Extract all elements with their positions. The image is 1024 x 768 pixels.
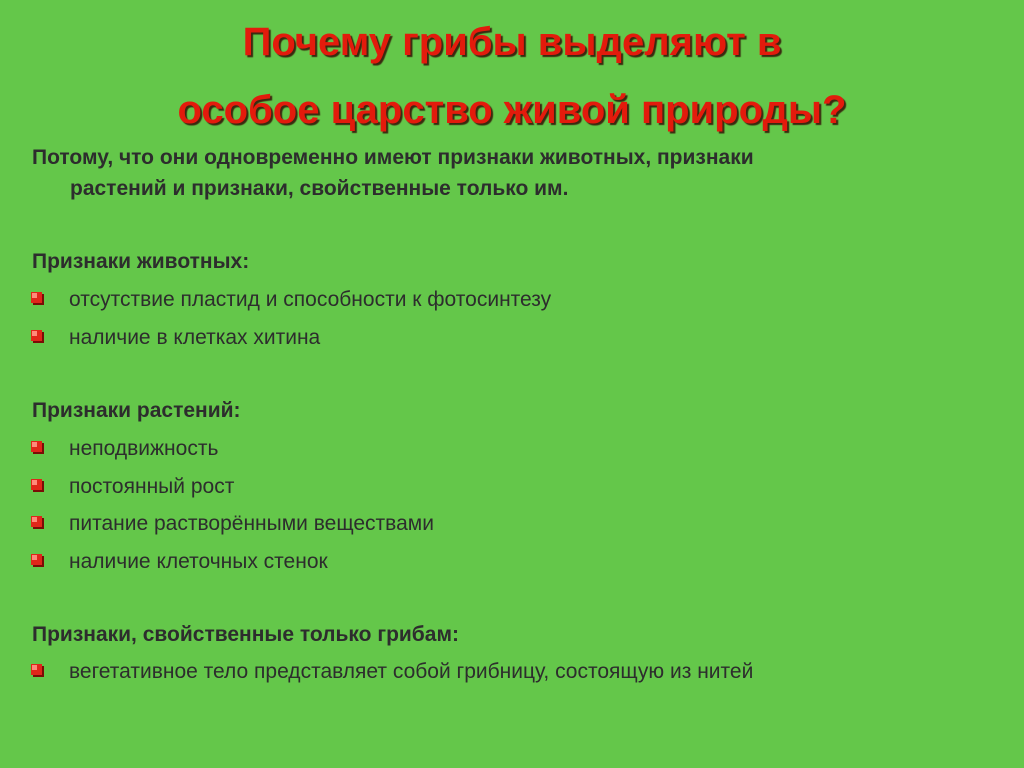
fungi-only-traits-list	[30, 657, 753, 695]
list-item-text: отсутствие пластид и способности к фотосинтезу	[69, 288, 552, 311]
bullet-icon	[30, 440, 46, 456]
section-heading-fungi-only-traits: Признаки, свойственные только грибам:	[32, 623, 459, 646]
section-heading-plant-traits: Признаки растений:	[32, 399, 241, 422]
animal-traits-list	[30, 285, 551, 360]
list-item	[30, 509, 434, 547]
list-item	[30, 657, 753, 695]
list-item-text: наличие клеточных стенок	[69, 549, 328, 573]
bullet-icon	[30, 291, 46, 307]
list-item-text: наличие в клетках хитина	[69, 325, 321, 349]
slide-title	[0, 8, 1024, 144]
intro-line-1: Потому, что они одновременно имеют признаки животных, признаки	[32, 146, 754, 169]
list-item-text: питание растворёнными веществами	[69, 512, 434, 535]
list-item-text: вегетативное тело представляет собой грибницу, состоящую из нитей	[69, 660, 754, 683]
intro-line-2: растений и признаки, свойственные только им.	[70, 177, 569, 200]
list-item-text: неподвижность	[69, 437, 219, 460]
list-item	[30, 547, 434, 585]
list-item	[30, 472, 434, 510]
bullet-icon	[30, 515, 46, 531]
slide-title-line-2: особое царство живой природы?	[177, 88, 847, 132]
slide-title-line-1: Почему грибы выделяют в	[242, 20, 782, 64]
list-item	[30, 323, 551, 361]
list-item-text: постоянный рост	[69, 474, 235, 498]
bullet-icon	[30, 329, 46, 345]
plant-traits-list	[30, 434, 434, 584]
bullet-icon	[30, 663, 46, 679]
section-heading-animal-traits: Признаки животных:	[32, 250, 250, 273]
bullet-icon	[30, 553, 46, 569]
list-item	[30, 434, 434, 472]
intro-paragraph	[32, 142, 992, 204]
list-item	[30, 285, 551, 323]
bullet-icon	[30, 478, 46, 494]
